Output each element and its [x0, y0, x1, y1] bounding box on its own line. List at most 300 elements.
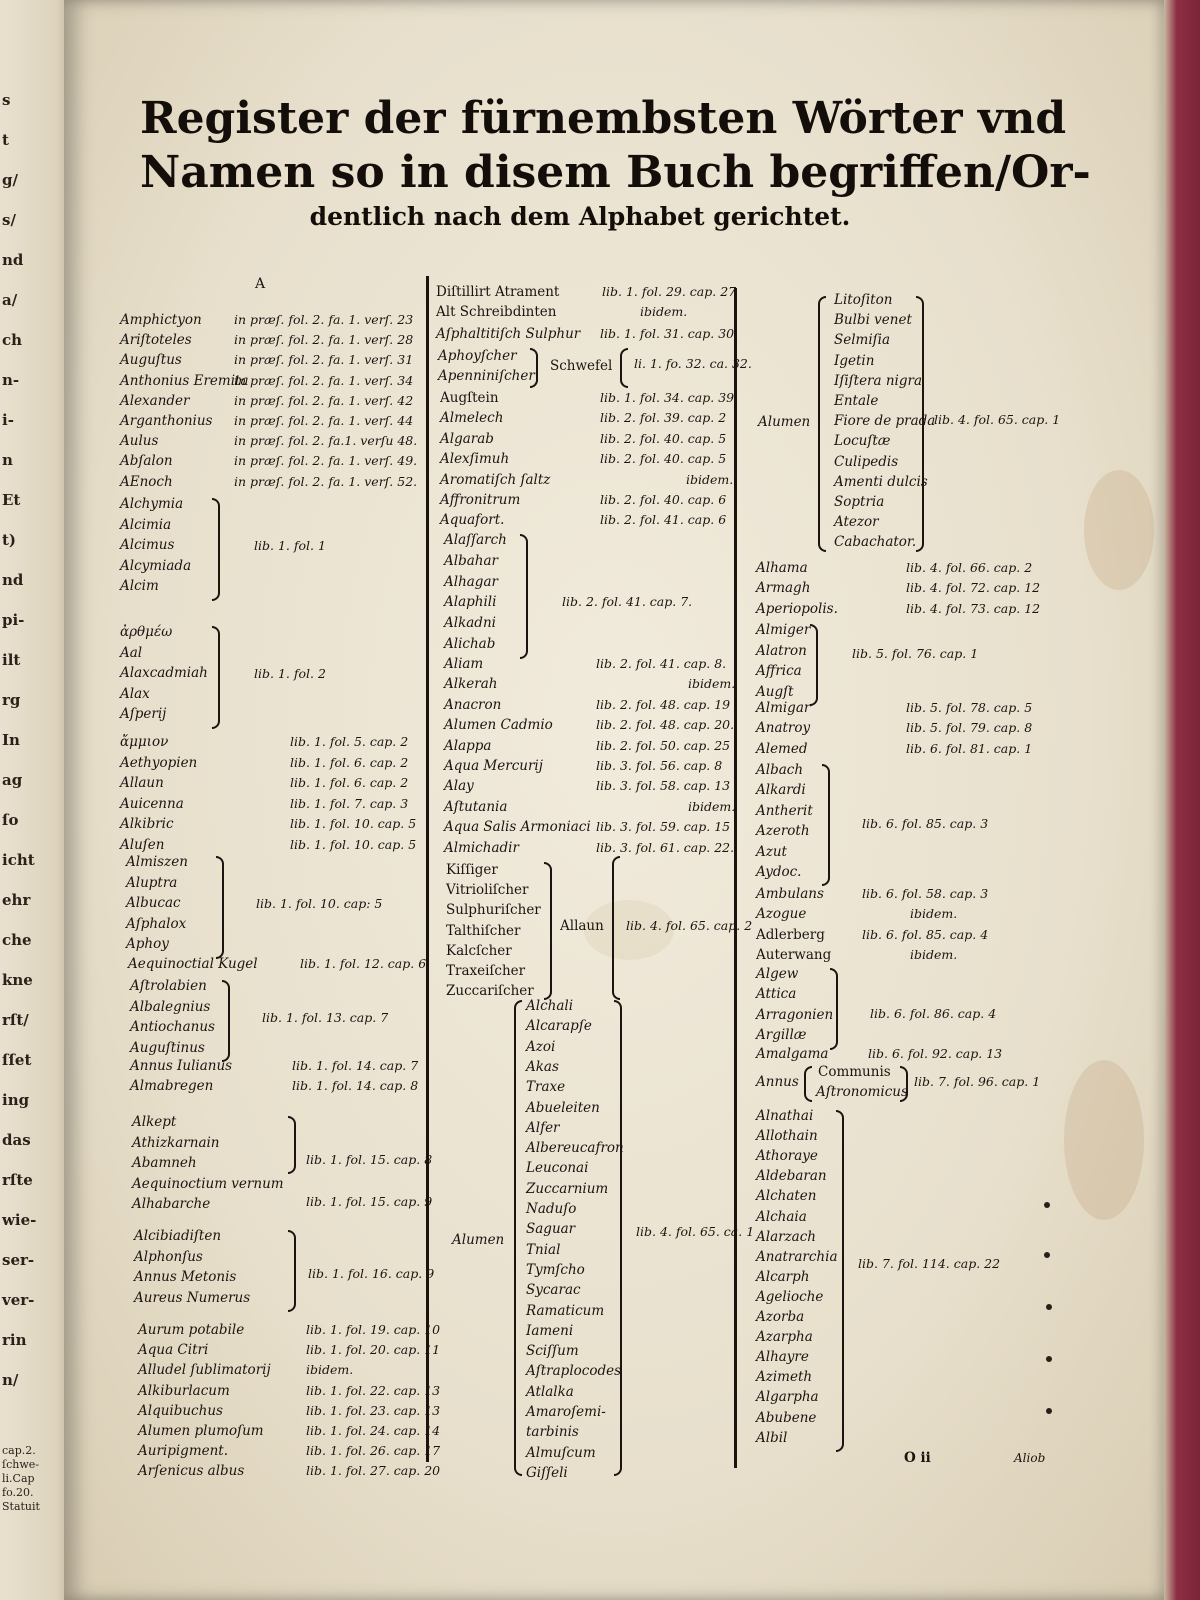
index-term: Leuconai	[526, 1160, 589, 1177]
index-term: Algarpha	[756, 1389, 819, 1406]
index-reference: lib. 4. fol. 73. cap. 12	[906, 600, 1041, 616]
index-term: Aromatiſch ſaltz	[440, 471, 551, 488]
group-reference: li. 1. fo. 32. ca. 32.	[634, 356, 752, 371]
right-brace	[544, 862, 552, 1000]
index-term: Aqua Salis Armoniaci	[444, 819, 591, 836]
right-brace	[288, 1116, 296, 1174]
index-reference: lib. 2. fol. 41. cap. 8.	[596, 656, 727, 671]
index-reference: lib. 1. fol. 19. cap. 10	[306, 1322, 441, 1337]
index-reference: lib. 2. fol. 48. cap. 19	[596, 696, 731, 712]
index-term: Aſphalox	[126, 915, 187, 932]
index-term: Sycarac	[526, 1282, 581, 1299]
index-term: Almiszen	[126, 854, 188, 870]
left-page-fragment: g/	[2, 171, 18, 189]
index-term: Annus Metonis	[134, 1269, 237, 1286]
index-reference: lib. 1. fol. 20. cap. 11	[306, 1342, 441, 1358]
index-term: Amenti dulcis	[834, 473, 928, 490]
left-brace	[804, 1066, 812, 1102]
index-reference: lib. 4. fol. 72. cap. 12	[906, 580, 1041, 596]
index-term: Ariſtoteles	[120, 332, 192, 349]
index-term: Alumen Cadmio	[444, 717, 553, 734]
index-reference: in præſ. fol. 2. fa. 1. verſ. 49.	[234, 453, 418, 469]
index-term: Aliam	[444, 656, 484, 672]
index-reference: ibidem.	[688, 798, 736, 814]
index-reference: lib. 1. fol. 6. cap. 2	[290, 754, 409, 770]
left-brace	[612, 856, 620, 1000]
index-term: Amalgama	[756, 1046, 829, 1062]
index-term: Alhayre	[756, 1349, 809, 1366]
index-term: Azimeth	[756, 1369, 813, 1386]
right-brace	[614, 1000, 622, 1476]
right-brace	[916, 296, 924, 552]
index-term: Abamneh	[132, 1155, 197, 1172]
group-reference: lib. 4. fol. 65. cap. 2	[626, 918, 753, 933]
left-page-fragment: das	[2, 1131, 31, 1149]
left-page-fragment: n/	[2, 1371, 19, 1389]
left-page-fragment: ing	[2, 1091, 30, 1109]
index-term: Giſſeli	[526, 1464, 568, 1481]
index-term: Annus	[756, 1074, 799, 1090]
group-reference: lib. 7. fol. 96. cap. 1	[914, 1074, 1041, 1089]
index-term: Abubene	[756, 1409, 817, 1426]
index-term: Aſtutania	[444, 798, 508, 815]
index-term: Alaxcadmiah	[120, 665, 208, 682]
index-term: Aſtrolabien	[130, 978, 207, 994]
left-page-fragment: nd	[2, 251, 24, 269]
index-term: Alaſſarch	[444, 532, 507, 548]
left-page-fragment: ser-	[2, 1251, 35, 1269]
index-term: Alt Schreibdinten	[436, 304, 557, 320]
index-term: Alchali	[526, 998, 574, 1014]
index-term: Kalcſcher	[446, 942, 512, 959]
index-term: Aſtraplocodes	[526, 1363, 622, 1380]
index-term: Iameni	[526, 1322, 574, 1339]
index-term: Aſperij	[120, 706, 167, 723]
index-term: ἄμμιον	[120, 734, 169, 750]
index-term: Vitrioliſcher	[446, 882, 529, 899]
left-page-note: cap.2.	[2, 1444, 36, 1457]
index-reference: in præſ. fol. 2. fa. 1. verſ. 42	[234, 392, 414, 408]
index-term: Alkept	[132, 1114, 177, 1130]
index-term: Aqua Mercurij	[444, 758, 543, 774]
index-term: Aphoy	[126, 936, 169, 953]
index-term: Amphictyon	[120, 312, 202, 328]
left-page-fragment: ſo	[2, 811, 19, 829]
group-reference: lib. 2. fol. 41. cap. 7.	[562, 594, 693, 609]
index-term: Alkibric	[120, 816, 174, 833]
index-term: Selmiſia	[834, 332, 891, 349]
group-reference: lib. 1. fol. 10. cap: 5	[256, 896, 383, 911]
left-page-fragment: n-	[2, 371, 20, 389]
binding-hole	[1046, 1408, 1052, 1414]
index-term: Alhabarche	[132, 1196, 211, 1213]
index-term: Alcymiada	[120, 557, 192, 574]
index-term: Albereucafron	[526, 1140, 624, 1157]
section-letter: A	[255, 276, 266, 292]
index-reference: in præſ. fol. 2. fa. 1. verſ. 34	[234, 372, 414, 388]
group-reference: lib. 6. fol. 85. cap. 3	[862, 816, 989, 831]
index-term: Sciſſum	[526, 1343, 579, 1360]
index-reference: lib. 1. fol. 10. cap. 5	[290, 816, 417, 832]
index-term: Alludel ſublimatorij	[138, 1362, 271, 1379]
index-term: Aquafort.	[440, 512, 505, 529]
index-reference: in præſ. fol. 2. fa. 1. verſ. 52.	[234, 473, 418, 489]
index-term: Aurum potabile	[138, 1322, 245, 1338]
index-term: Soptria	[834, 494, 885, 510]
index-term: Aydoc.	[756, 864, 802, 880]
index-term: Alay	[444, 778, 474, 795]
index-term: Armagh	[756, 580, 811, 597]
index-reference: lib. 2. fol. 40. cap. 6	[600, 492, 727, 507]
left-page-note: fo.20.	[2, 1486, 34, 1499]
group-reference: lib. 4. fol. 65. ca. 1	[636, 1224, 755, 1239]
index-term: Aluptra	[126, 874, 178, 891]
left-page-fragment: nd	[2, 571, 24, 589]
right-brace	[222, 980, 230, 1062]
left-page-fragment: s/	[2, 211, 16, 229]
index-term: Aperiopolis.	[756, 600, 838, 617]
left-page-fragment: s	[2, 91, 11, 109]
group-reference: lib. 1. fol. 2	[254, 666, 326, 681]
index-term: Aſphaltitiſch Sulphur	[436, 326, 581, 342]
group-reference: lib. 5. fol. 76. cap. 1	[852, 646, 979, 661]
left-page-fragment: kne	[2, 971, 33, 989]
left-page-fragment: Et	[2, 491, 21, 509]
index-term: Albach	[756, 762, 804, 778]
index-reference: lib. 1. fol. 22. cap. 13	[306, 1382, 441, 1398]
index-term: Abueleiten	[526, 1099, 600, 1116]
index-term: Traxeiſcher	[446, 963, 526, 979]
index-term: Aluſen	[120, 837, 165, 853]
index-term: Akas	[526, 1058, 559, 1075]
left-page-fragment: pi-	[2, 611, 25, 629]
index-term: Alkardi	[756, 782, 806, 799]
index-term: Aureus Numerus	[134, 1289, 251, 1306]
index-term: Azoi	[526, 1038, 556, 1055]
binding-hole	[1044, 1252, 1050, 1258]
index-term: Alchaia	[756, 1208, 807, 1225]
index-term: Algew	[756, 966, 799, 982]
index-term: Alcimia	[120, 516, 172, 533]
title-line-2: Namen so in disem Buch begriffen/Or-	[140, 147, 1091, 198]
index-term: Culipedis	[834, 453, 899, 470]
index-term: Auguſtus	[120, 352, 182, 369]
stain	[1064, 1060, 1144, 1220]
index-term: Albalegnius	[130, 998, 211, 1015]
index-term: Adlerberg	[756, 926, 825, 943]
index-term: Almiger	[756, 622, 811, 638]
index-term: Azut	[756, 843, 787, 860]
index-term: Azogue	[756, 906, 807, 923]
index-reference: lib. 6. fol. 85. cap. 4	[862, 926, 989, 942]
index-term: Algarab	[440, 430, 494, 447]
left-page-fragment: i-	[2, 411, 14, 429]
index-term: Aldebaran	[756, 1168, 827, 1185]
left-page-note: Statuit	[2, 1500, 40, 1513]
right-brace	[810, 624, 818, 706]
index-reference: lib. 1. fol. 26. cap. 17	[306, 1443, 441, 1459]
index-term: Albucac	[126, 895, 181, 912]
index-term: Argillæ	[756, 1027, 807, 1044]
index-term: Atlalka	[526, 1383, 574, 1400]
index-term: Diſtillirt Atrament	[436, 284, 560, 300]
index-term: Sulphuriſcher	[446, 902, 541, 919]
index-reference: in præſ. fol. 2. fa. 1. verſ. 44	[234, 413, 414, 428]
left-page-fragment: rin	[2, 1331, 27, 1349]
index-term: Bulbi venet	[834, 312, 912, 329]
index-reference: ibidem.	[686, 471, 734, 487]
index-reference: lib. 1. fol. 14. cap. 7	[292, 1058, 419, 1073]
index-term: Kiſſiger	[446, 862, 498, 878]
index-term: Antherit	[756, 802, 813, 819]
index-reference: lib. 2. fol. 40. cap. 5	[600, 430, 727, 446]
index-reference: lib. 3. fol. 59. cap. 15	[596, 819, 731, 835]
index-term: Alfer	[526, 1119, 560, 1136]
index-term: Alexander	[120, 392, 190, 409]
index-term: Attica	[756, 986, 797, 1003]
index-term: Auripigment.	[138, 1443, 229, 1460]
index-reference: lib. 1. fol. 10. cap. 5	[290, 837, 417, 852]
index-term: Alquibuchus	[138, 1402, 223, 1419]
right-brace	[822, 764, 830, 886]
index-term: Traxe	[526, 1079, 566, 1096]
binding-edge	[1164, 0, 1200, 1600]
left-page-fragment: ch	[2, 331, 23, 349]
left-page-fragment: ilt	[2, 651, 21, 669]
left-page-fragment: ver-	[2, 1291, 35, 1309]
index-term: Apenniniſcher	[438, 368, 535, 384]
index-term: Igetin	[834, 352, 875, 369]
right-brace	[830, 968, 838, 1050]
index-term: Auicenna	[120, 795, 184, 812]
index-term: Alcimus	[120, 537, 175, 554]
index-term: Alatron	[756, 642, 807, 659]
index-term: Almelech	[440, 410, 504, 427]
index-term: Affrica	[756, 663, 802, 680]
index-term: Fiore de prada	[834, 413, 936, 430]
catchword: Aliob	[1014, 1451, 1046, 1465]
left-page-fragment: t)	[2, 531, 17, 549]
index-term: Entale	[834, 393, 879, 409]
index-reference: lib. 1. fol. 5. cap. 2	[290, 734, 409, 749]
index-reference: lib. 6. fol. 92. cap. 13	[868, 1046, 1003, 1061]
index-term: Almigar	[756, 700, 811, 716]
index-term: Aſtronomicus	[816, 1084, 908, 1100]
index-term: Aequinoctium vernum	[132, 1175, 284, 1192]
index-term: Alhama	[756, 560, 808, 576]
right-brace	[212, 498, 220, 601]
left-page-fragment: a/	[2, 291, 18, 309]
index-term: Cabachator.	[834, 534, 917, 551]
index-reference: lib. 2. fol. 50. cap. 25	[596, 737, 731, 753]
title-line-1: Register der fürnembsten Wörter vnd	[140, 93, 1067, 144]
index-term: Zuccarnium	[526, 1180, 609, 1197]
left-page-note: li.Cap	[2, 1472, 35, 1485]
index-term: Ambulans	[756, 886, 824, 902]
index-term: Auguſtinus	[130, 1039, 205, 1056]
index-term: Augſtein	[440, 390, 499, 406]
left-page-fragment: ag	[2, 771, 23, 789]
index-reference: lib. 1. fol. 29. cap. 27	[602, 284, 737, 299]
index-term: Almabregen	[130, 1078, 214, 1095]
left-page-fragment: wie-	[2, 1211, 37, 1229]
index-reference: lib. 2. fol. 40. cap. 5	[600, 451, 727, 467]
index-term: Alchaten	[756, 1188, 817, 1205]
index-term: Arragonien	[756, 1006, 834, 1023]
index-term: Atezor	[834, 514, 879, 531]
index-reference: lib. 1. fol. 12. cap. 6	[300, 956, 427, 971]
group-reference: lib. 4. fol. 65. cap. 1	[934, 412, 1061, 427]
index-term: Allaun	[120, 775, 164, 792]
title-line-3: dentlich nach dem Alphabet gerichtet.	[309, 202, 851, 231]
index-reference: lib. 6. fol. 81. cap. 1	[906, 740, 1033, 756]
index-reference: in præſ. fol. 2. fa.1. verſu 48.	[234, 433, 418, 449]
left-page-fragment: ehr	[2, 891, 31, 909]
index-term: Aphoyſcher	[438, 348, 517, 364]
index-term: Anatrarchia	[756, 1248, 838, 1265]
index-term: Alaphili	[444, 594, 497, 611]
index-reference: lib. 1. fol. 23. cap. 13	[306, 1402, 441, 1418]
index-term: Aequinoctial Kugel	[128, 956, 258, 972]
index-reference: lib. 1. fol. 15. cap. 9	[306, 1194, 433, 1209]
index-term: Alnathai	[756, 1108, 814, 1124]
index-term: Aal	[120, 644, 143, 661]
index-term: Anthonius Eremita	[120, 372, 249, 389]
index-reference: lib. 5. fol. 79. cap. 8	[906, 720, 1033, 736]
index-term: Alcibiadiſten	[134, 1228, 222, 1244]
index-term: Saguar	[526, 1221, 576, 1238]
index-reference: lib. 1. fol. 24. cap. 14	[306, 1423, 441, 1438]
index-term: Alkiburlacum	[138, 1382, 230, 1399]
index-term: Iſiſtera nigra	[834, 372, 923, 389]
index-reference: lib. 2. fol. 48. cap. 20.	[596, 717, 735, 733]
index-term: Alkadni	[444, 615, 496, 632]
index-reference: lib. 5. fol. 78. cap. 5	[906, 700, 1033, 715]
column-rule-2	[734, 288, 737, 1468]
column-rule-1	[426, 276, 429, 1462]
right-brace	[288, 1230, 296, 1312]
index-term: Alhagar	[444, 573, 498, 590]
left-page-fragment: rg	[2, 691, 21, 709]
index-term: Locuſtæ	[834, 433, 891, 450]
index-term: Ramaticum	[526, 1302, 605, 1319]
index-term: Albil	[756, 1429, 788, 1446]
index-term: Agelioche	[756, 1288, 824, 1305]
group-reference: lib. 1. fol. 13. cap. 7	[262, 1010, 389, 1025]
index-term: Alcarph	[756, 1268, 810, 1285]
index-term: Athoraye	[756, 1148, 818, 1165]
group-reference: lib. 1. fol. 15. cap. 8	[306, 1152, 433, 1167]
right-brace	[520, 534, 528, 659]
index-term: Alcim	[120, 578, 159, 595]
index-term: Alphonſus	[134, 1248, 203, 1265]
index-term: Antiochanus	[130, 1019, 215, 1036]
left-page-fragment: rſte	[2, 1171, 33, 1189]
index-term: Alemed	[756, 740, 808, 757]
index-term: Almichadir	[444, 839, 519, 856]
index-term: Tnial	[526, 1241, 561, 1258]
index-term: AEnoch	[120, 473, 173, 490]
index-reference: lib. 3. fol. 61. cap. 22.	[596, 839, 735, 855]
left-page-fragment: In	[2, 731, 20, 749]
index-reference: in præſ. fol. 2. fa. 1. verſ. 31	[234, 352, 414, 368]
index-reference: in præſ. fol. 2. fa. 1. verſ. 23	[234, 312, 414, 327]
index-reference: lib. 1. fol. 7. cap. 3	[290, 795, 409, 811]
index-term: Auterwang	[756, 947, 832, 964]
index-term: Naduſo	[526, 1201, 577, 1217]
index-term: Alkerah	[444, 676, 498, 693]
right-brace	[900, 1066, 908, 1102]
index-term: Aqua Citri	[138, 1342, 209, 1359]
index-term: Azorba	[756, 1309, 805, 1325]
binding-hole	[1044, 1202, 1050, 1208]
right-brace	[212, 626, 220, 729]
binding-hole	[1046, 1304, 1052, 1310]
index-term: Arſenicus albus	[138, 1463, 245, 1480]
index-term: Allothain	[756, 1128, 818, 1145]
index-term: Alchymia	[120, 496, 184, 512]
left-page-note: ſchwe-	[2, 1458, 39, 1471]
index-reference: ibidem.	[640, 304, 688, 319]
index-term: Alax	[120, 685, 150, 702]
index-term: Aulus	[120, 433, 159, 450]
index-term: Annus Iulianus	[130, 1058, 233, 1074]
group-reference: lib. 1. fol. 1	[254, 538, 326, 553]
stain	[1084, 470, 1154, 590]
index-term: Anacron	[444, 696, 502, 713]
index-reference: lib. 4. fol. 66. cap. 2	[906, 560, 1033, 575]
index-term: Aethyopien	[120, 754, 198, 771]
index-term: Arganthonius	[120, 413, 213, 429]
left-page-fragment: t	[2, 131, 9, 149]
right-brace	[216, 856, 224, 959]
index-term: Alcarapſe	[526, 1018, 592, 1035]
left-brace	[514, 1000, 522, 1476]
index-reference: lib. 3. fol. 56. cap. 8	[596, 758, 723, 773]
index-term: Amaroſemi-	[526, 1404, 606, 1420]
index-term: Alarzach	[756, 1228, 816, 1245]
index-reference: in præſ. fol. 2. fa. 1. verſ. 28	[234, 332, 414, 348]
index-reference: lib. 1. fol. 6. cap. 2	[290, 775, 409, 791]
index-term: Tymſcho	[526, 1261, 585, 1278]
page-title	[140, 92, 1091, 234]
left-brace	[818, 296, 826, 552]
index-term: ἀρθμέω	[120, 624, 173, 640]
index-term: Alexſimuh	[440, 451, 510, 468]
group-term: Allaun	[560, 918, 604, 934]
group-reference: lib. 6. fol. 86. cap. 4	[870, 1006, 997, 1021]
signature-mark: O ii	[904, 1450, 931, 1466]
binding-hole	[1046, 1356, 1052, 1362]
index-term: Talthiſcher	[446, 922, 521, 939]
group-term: Alumen	[758, 414, 811, 430]
group-reference: lib. 1. fol. 16. cap. 9	[308, 1266, 435, 1281]
index-term: Azarpha	[756, 1329, 813, 1346]
index-term: Alichab	[444, 636, 496, 652]
left-page-fragment: che	[2, 931, 32, 949]
index-reference: ibidem.	[910, 947, 958, 963]
index-reference: lib. 1. fol. 27. cap. 20	[306, 1463, 441, 1479]
group-term: Schwefel	[550, 358, 613, 374]
left-page-fragment: icht	[2, 851, 35, 869]
group-reference: lib. 7. fol. 114. cap. 22	[858, 1256, 1001, 1271]
index-term: Alappa	[444, 737, 492, 754]
index-term: Anatroy	[756, 720, 811, 737]
index-reference: lib. 2. fol. 41. cap. 6	[600, 512, 727, 528]
left-page-fragment: rſt/	[2, 1011, 29, 1029]
left-page-fragment: n	[2, 451, 13, 469]
index-term: Almuſcum	[526, 1444, 596, 1461]
